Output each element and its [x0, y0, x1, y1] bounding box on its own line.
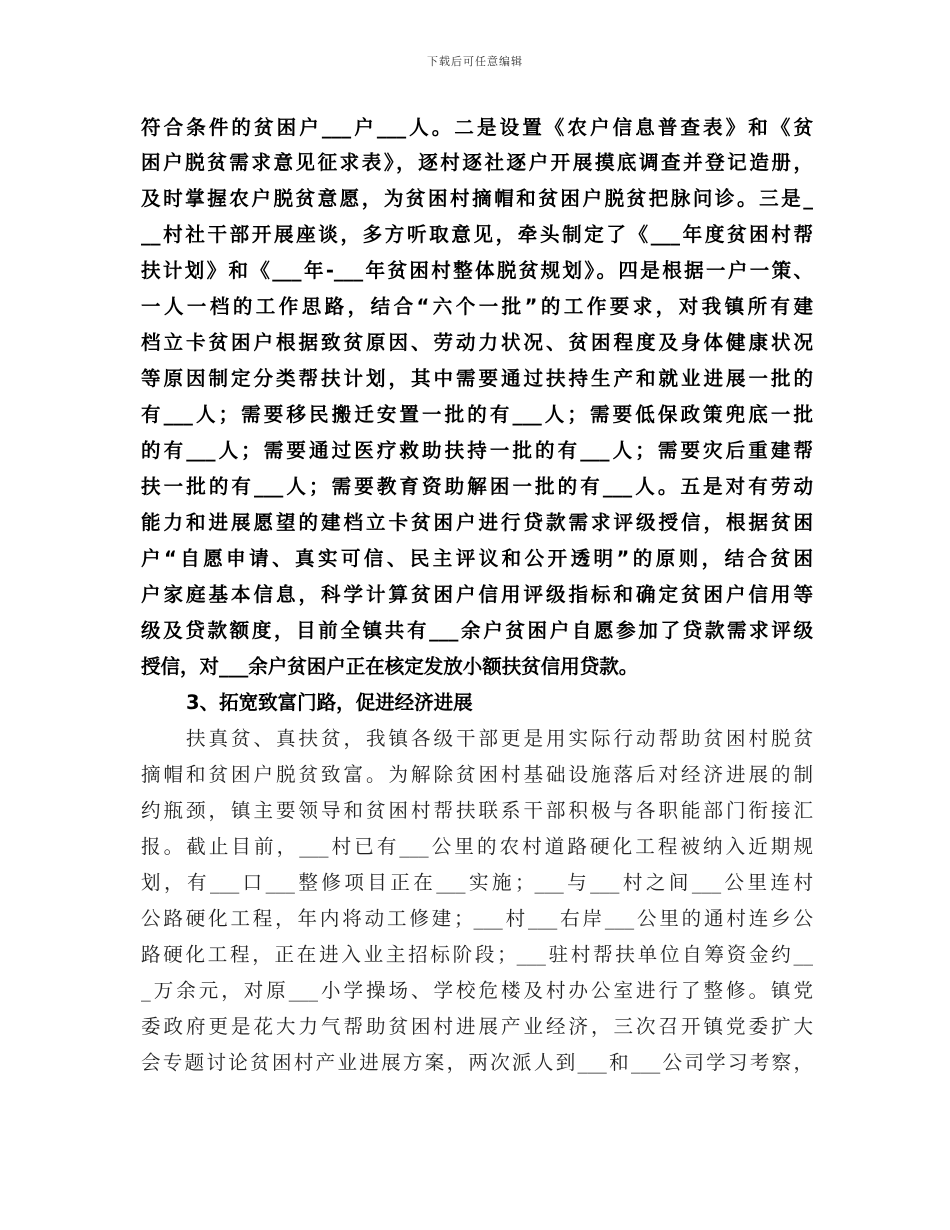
paragraph-line: 授信，对___余户贫困户正在核定发放小额扶贫信用贷款。: [141, 655, 639, 678]
paragraph-line: _万余元，对原___小学操场、学校危楼及村办公室进行了整修。镇党: [141, 979, 813, 1002]
paragraph-line: 扶一批的有___人；需要教育资助解困一批的有___人。五是对有劳动: [141, 475, 813, 498]
paragraph-line: 能力和进展愿望的建档立卡贫困户进行贷款需求评级授信，根据贫困: [141, 511, 813, 534]
paragraph-line: __村社干部开展座谈，多方听取意见，牵头制定了《___年度贫困村帮: [141, 223, 813, 246]
paragraph-line: 的有___人；需要通过医疗救助扶持一批的有___人；需要灾后重建帮: [141, 439, 813, 462]
paragraph-line: 扶计划》和《___年-___年贫困村整体脱贫规划》。四是根据一户一策、: [141, 259, 813, 282]
paragraph-line: 会专题讨论贫困村产业进展方案，两次派人到___和___公司学习考察，: [141, 1051, 813, 1074]
paragraph-line: 路硬化工程，正在进入业主招标阶段；___驻村帮扶单位自筹资金约__: [141, 943, 813, 966]
paragraph-line: 委政府更是花大力气帮助贫困村进展产业经济，三次召开镇党委扩大: [141, 1015, 813, 1038]
paragraph-line: 等原因制定分类帮扶计划，其中需要通过扶持生产和就业进展一批的: [141, 367, 813, 390]
section-heading: 3、拓宽致富门路，促进经济进展: [186, 691, 473, 714]
paragraph-line: 扶真贫、真扶贫，我镇各级干部更是用实际行动帮助贫困村脱贫: [186, 727, 813, 750]
paragraph-line: 档立卡贫困户根据致贫原因、劳动力状况、贫困程度及身体健康状况: [141, 331, 813, 354]
paragraph-line: 公路硬化工程，年内将动工修建；___村___右岸___公里的通村连乡公: [141, 907, 813, 930]
paragraph-line: 户“自愿申请、真实可信、民主评议和公开透明”的原则，结合贫困: [141, 547, 813, 570]
paragraph-line: 困户脱贫需求意见征求表》，逐村逐社逐户开展摸底调查并登记造册，: [141, 151, 813, 174]
paragraph-line: 划，有___口___整修项目正在___实施；___与___村之间___公里连村: [141, 871, 813, 894]
paragraph-line: 有___人；需要移民搬迁安置一批的有___人；需要低保政策兜底一批: [141, 403, 813, 426]
paragraph-line: 约瓶颈，镇主要领导和贫困村帮扶联系干部积极与各职能部门衔接汇: [141, 799, 813, 822]
paragraph-line: 户家庭基本信息，科学计算贫困户信用评级指标和确定贫困户信用等: [141, 583, 813, 606]
paragraph-line: 及时掌握农户脱贫意愿，为贫困村摘帽和贫困户脱贫把脉问诊。三是_: [141, 187, 813, 210]
paragraph-line: 报。截止目前，___村已有___公里的农村道路硬化工程被纳入近期规: [141, 835, 813, 858]
paragraph-line: 一人一档的工作思路，结合“六个一批”的工作要求，对我镇所有建: [141, 295, 813, 318]
paragraph-line: 摘帽和贫困户脱贫致富。为解除贫困村基础设施落后对经济进展的制: [141, 763, 813, 786]
page-header: 下载后可任意编辑: [427, 55, 523, 68]
paragraph-line: 符合条件的贫困户___户___人。二是设置《农户信息普查表》和《贫: [141, 116, 813, 139]
paragraph-line: 级及贷款额度，目前全镇共有___余户贫困户自愿参加了贷款需求评级: [141, 619, 813, 642]
